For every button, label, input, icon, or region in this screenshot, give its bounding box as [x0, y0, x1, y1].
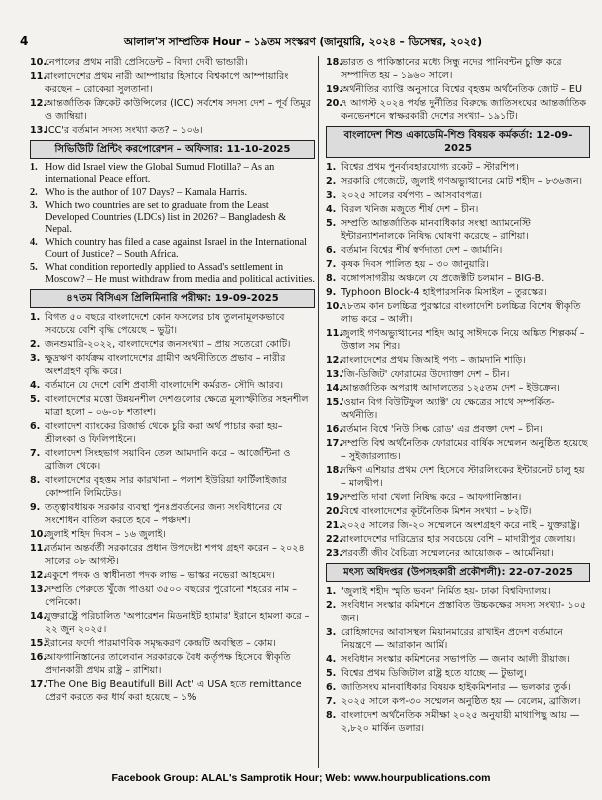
- item-text: বর্তমান অন্তর্বর্তী সরকারের প্রধান উপদেষ্টা শপথ গ্রহণ করেন – ২০২৪ সালের ০৮ আগস্ট।: [45, 543, 305, 567]
- item-number: 7.: [326, 696, 337, 707]
- item-text: ৭৮তম কান চলচ্চিত্র পুরস্কারে বাংলাদেশি চলচ্চিত্র বিশেষ স্বীকৃতি লাভ করে – আলী।: [341, 301, 581, 325]
- item-number: 16.: [30, 652, 47, 663]
- item-text: বর্তমানে যে দেশে বেশি প্রবাসী বাংলাদেশি কর্মরত- সৌদি আরব।: [45, 380, 283, 391]
- list-item: [30, 610, 315, 636]
- item-number: 2.: [30, 187, 38, 198]
- item-number: 1.: [326, 586, 337, 597]
- item-number: 4.: [326, 204, 337, 215]
- list-item: [30, 474, 315, 500]
- item-text: ভারত ও পাকিস্তানের মধ্যে সিন্ধু নদের পানিবন্টন চুক্তি করে সম্পাদিত হয় – ১৯৬০ সালে।: [341, 57, 562, 81]
- item-text: সংবিধান সংস্কার কমিশনের সভাপতি — জনাব আলী রীয়াজ।: [341, 654, 570, 665]
- list-item: [30, 678, 315, 704]
- item-number: 11.: [30, 71, 47, 82]
- column-divider: [318, 56, 319, 768]
- item-text: সংবিধান সংস্কার কমিশনে প্রস্তাবিত উচ্চকক্ষের সদস্য সংখ্যা- ১০৫ জন।: [341, 600, 587, 624]
- item-text: বিরল খনিজ মজুতে শীর্ষ দেশ – চীন।: [341, 204, 479, 215]
- item-text: বাংলাদেশের প্রথম নারী আম্পায়ার হিসাবে বিশ্বকাপে আম্পায়ারিং করছেন – রোকেয়া সুলতানা।: [45, 71, 289, 95]
- item-number: 15.: [326, 397, 343, 408]
- item-number: 3.: [30, 200, 38, 211]
- list-item: [326, 56, 590, 82]
- item-number: 7.: [30, 448, 41, 459]
- item-number: 16.: [326, 424, 343, 435]
- list-item: [326, 585, 590, 598]
- list-item: [326, 599, 590, 625]
- item-number: 2.: [326, 600, 337, 611]
- list-item: [326, 464, 590, 490]
- list-item: [326, 547, 590, 560]
- list-item: [30, 97, 315, 123]
- item-text: Which two countries are set to graduate from the Least Developed Countries (LDCs) list in 2026? – Bangladesh & Nepal.: [45, 200, 287, 235]
- header-title: আলাল'স সাম্প্রতিক Hour – ১৯তম সংস্করণ (জানুয়ারি, ২০২৪ – ডিসেম্বর, ২০২৫): [123, 36, 483, 48]
- item-number: 18.: [326, 57, 343, 68]
- list-item: [326, 203, 590, 216]
- list-item: [326, 161, 590, 174]
- item-text: একুশে পদক ও স্বাধীনতা পদক লাভ – ভাস্কর নভেরা আহমেদ।: [45, 570, 275, 581]
- item-text: How did Israel view the Global Sumud Flotilla? – As an international Peace effort.: [45, 162, 275, 185]
- item-number: 20.: [326, 506, 343, 517]
- list-item: [326, 189, 590, 202]
- list-item: [30, 420, 315, 446]
- item-text: জুলাই শহিদ দিবস – ১৬ জুলাই।: [45, 529, 166, 540]
- item-text: বাংলাদেশের দারিদ্র্যের হার সবচেয়ে বেশি – মাদারীপুর জেলায়।: [341, 534, 576, 545]
- list-item: [30, 393, 315, 419]
- item-number: 20.: [326, 98, 343, 109]
- item-number: 11.: [326, 328, 343, 339]
- item-number: 5.: [30, 262, 38, 273]
- item-text: Who is the author of 107 Days? – Kamala Harris.: [45, 187, 247, 198]
- item-number: 12.: [30, 570, 47, 581]
- item-text: আফগানিস্তানের তালেবান সরকারকে বৈধ কর্তৃপক্ষ হিসেবে স্বীকৃতি প্রদানকারী প্রথম রাষ্ট্র – রাশিয়া।: [45, 652, 291, 676]
- item-text: বাংলাদেশের বৃহত্তম সার কারখানা – পলাশ ইউরিয়া ফার্টিলাইজার কোম্পানি লিমিটেড।: [45, 475, 287, 499]
- list-item: [30, 338, 315, 351]
- item-text: আন্তর্জাতিক অপরাধ আদালতের ১২৫তম দেশ – ইউক্রেন।: [341, 383, 560, 394]
- item-text: ২০২৫ সালের জি-২০ সম্মেলনে অংশগ্রহণ করে নাই – যুক্তরাষ্ট্র।: [341, 520, 580, 531]
- item-number: 6.: [326, 682, 337, 693]
- item-number: 4.: [30, 380, 41, 391]
- list-item: [326, 709, 590, 735]
- section-heading-shishu-academy: বাংলাদেশ শিশু একাডেমি-শিশু বিষয়ক কর্মকর্তা: 12-09-2025: [326, 126, 590, 158]
- item-text: সম্প্রতি আন্তর্জাতিক মানবাধিকার সংস্থা অ্যামনেস্টি ইন্টারন্যাশনালকে নিষিদ্ধ ঘোষণা করেছে – রাশিয়া।: [341, 218, 531, 242]
- item-text: Which country has filed a case against Israel in the International Court of Justice? – South Africa.: [45, 237, 307, 260]
- item-text: ICC'র বর্তমান সদস্য সংখ্যা কত? – ১০৬।: [45, 125, 203, 136]
- item-number: 8.: [326, 273, 337, 284]
- item-number: 2.: [30, 339, 41, 350]
- item-text: 'ওয়ান বিগ বিউটিফুল অ্যাক্ট' যে ক্ষেত্রের সাথে সম্পর্কিত-অর্থনীতি।: [341, 397, 555, 421]
- item-text: বর্তমান বিশ্বের শীর্ষ স্বর্ণদাতা দেশ – জার্মানি।: [341, 245, 503, 256]
- item-text: বাংলাদেশের প্রথম জিআই পণ্য – জামদানি শাড়ি।: [341, 355, 526, 366]
- right-column: [326, 56, 590, 736]
- fisheries-questions-list: [326, 585, 590, 735]
- list-item: [326, 175, 590, 188]
- item-text: What condition reportedly applied to Assad's settlement in Moscow? – He must withdraw from media and political activities.: [45, 262, 315, 285]
- section-heading-47th-bcs: ৪৭তম বিসিএস প্রিলিমিনারি পরীক্ষা: 19-09-2025: [30, 289, 315, 308]
- item-text: জুলাই গণঅভ্যুত্থানের শহিদ আবু সাঈদকে নিয়ে অঙ্কিত শিল্পকর্ম – উত্তাল সম শির।: [341, 328, 585, 352]
- item-number: 18.: [326, 465, 343, 476]
- item-number: 5.: [326, 218, 337, 229]
- item-text: দক্ষিণ এশিয়ার প্রথম দেশ হিসেবে স্টারলিংকের ইন্টারনেট চালু হয় – মালদ্বীপ।: [341, 465, 585, 489]
- list-item: [326, 368, 590, 381]
- list-item: [326, 83, 590, 96]
- list-item: [30, 311, 315, 337]
- item-number: 1.: [30, 162, 38, 173]
- item-text: সম্প্রতি দাবা খেলা নিষিদ্ধ করে – আফগানিস্তান।: [341, 492, 522, 503]
- item-text: বিশ্বে বাংলাদেশের কূটনৈতিক মিশন সংখ্যা – ৮২টি।: [341, 506, 532, 517]
- item-number: 9.: [326, 287, 337, 298]
- item-number: 21.: [326, 520, 343, 531]
- item-text: কৃষক দিবস পালিত হয় – ৩০ জানুয়ারি।: [341, 259, 489, 270]
- item-number: 8.: [326, 710, 337, 721]
- item-number: 14.: [30, 611, 47, 622]
- item-number: 12.: [30, 98, 47, 109]
- item-number: 19.: [326, 492, 343, 503]
- left-column: [30, 56, 315, 705]
- academy-questions-list: [326, 161, 590, 560]
- item-number: 13.: [326, 369, 343, 380]
- list-item: [30, 70, 315, 96]
- list-item: [30, 651, 315, 677]
- list-item: [326, 382, 590, 395]
- list-item: [30, 187, 315, 199]
- item-number: 7.: [326, 259, 337, 270]
- item-number: 19.: [326, 84, 343, 95]
- list-item: [30, 637, 315, 650]
- list-item: [30, 379, 315, 392]
- list-item: [326, 300, 590, 326]
- item-text: যুক্তরাষ্ট্রে পরিচালিত 'অপারেশন মিডনাইট হ্যামার' ইরানে হামলা করে – ২২ জুন ২০২৫।: [45, 611, 310, 635]
- list-item: [326, 272, 590, 285]
- item-text: বিশ্বের প্রথম পুনর্ব্যবহারযোগ্য রকেট – স্টারশিপ।: [341, 162, 519, 173]
- list-item: [30, 528, 315, 541]
- item-number: 4.: [326, 654, 337, 665]
- item-text: সম্প্রতি বিশ্ব অর্থনৈতিক ফোরামের বার্ষিক সম্মেলন অনুষ্ঠিত হয়েছে – সুইজারল্যান্ড।: [341, 438, 588, 462]
- item-number: 9.: [30, 502, 41, 513]
- item-text: বাংলাদেশের মত্তো উন্নয়নশীল দেশগুলোর ক্ষেত্রে মূল্যস্ফীতির সহনশীল মাত্রা হলো – ০৬-০৮ শতাংশ।: [45, 394, 309, 418]
- section-heading-fisheries: মৎস্য অধিদপ্তর (উপসহকারী প্রকৌশলী): 22-07-2025: [326, 563, 590, 582]
- item-number: 17.: [326, 438, 343, 449]
- item-number: 10.: [326, 301, 343, 312]
- item-number: 3.: [326, 190, 337, 201]
- item-text: জনশুমারি-২০২২, বাংলাদেশের জনসংখ্যা – প্রায় সতেরো কোটি।: [45, 339, 291, 350]
- item-number: 5.: [30, 394, 41, 405]
- list-item: [326, 491, 590, 504]
- list-item: [326, 354, 590, 367]
- item-number: 10.: [30, 529, 47, 540]
- item-text: ২০২৫ সালে কপ-৩০ সম্মেলন অনুষ্ঠিত হয় — বেলেম, ব্রাজিল।: [341, 696, 581, 707]
- item-text: ২০২৫ সালের বর্ষপণ্য – আসবাবপত্র।: [341, 190, 483, 201]
- item-text: ইরানের ফর্দো পারমাণবিক সমৃদ্ধকরণ কেন্দ্রটি অবস্থিত – কোম।: [45, 638, 276, 649]
- item-text: বাংলাদেশ সিংহভাগ সয়াবিন তেল আমদানি করে – আর্জেন্টিনা ও ব্রাজিল থেকে।: [45, 448, 291, 472]
- list-item: [30, 501, 315, 527]
- list-item: [30, 124, 315, 137]
- page-number: 4: [20, 34, 29, 48]
- list-item: [326, 437, 590, 463]
- item-text: ক্ষুদ্রঋণ কার্যক্রম বাংলাদেশের গ্রামীণ অর্থনীতিতে প্রভাব – নারীর অংশগ্রহণ বৃদ্ধি করে।: [45, 353, 286, 377]
- list-item: [326, 327, 590, 353]
- item-number: 12.: [326, 355, 343, 366]
- list-item: [326, 258, 590, 271]
- list-item: [30, 352, 315, 378]
- item-text: বিগত ৫০ বছরে বাংলাদেশে কোন ফসলের চাষ তুলনামূলকভাবে সবচেয়ে বেশি বৃদ্ধি পেয়েছে – ভুট্টা।: [45, 312, 285, 336]
- list-item: [30, 569, 315, 582]
- item-number: 15.: [30, 638, 47, 649]
- item-text: বিশ্বের প্রথম ডিজিটাল রাষ্ট্র হতে যাচ্ছে — টুভালু।: [341, 668, 527, 679]
- item-text: বঙ্গোপসাগরীয় অঞ্চলে যে প্রজেক্টটি চলমান – BIG-B.: [341, 273, 545, 284]
- list-item: [326, 244, 590, 257]
- list-item: [326, 423, 590, 436]
- section-heading-security-printing: সিভিউিটি প্রিন্টিং করপোরেশন – অফিসার: 11-10-2025: [30, 140, 315, 159]
- item-text: আন্তর্জাতিক ক্রিকেট কাউন্সিলের (ICC) সর্বশেষ সদস্য দেশ – পূর্ব তিমুর ও জাম্বিয়া।: [45, 98, 311, 122]
- item-text: জাতিসংঘ মানবাধিকার বিষয়ক হাইকমিশনার — ভলকার তুর্ক।: [341, 682, 571, 693]
- item-text: Typhoon Block-4 হাইপারসনিক মিসাইল – তুরস্কের।: [341, 287, 547, 298]
- item-text: বাংলাদেশ ব্যাংকের রিজার্ভ থেকে চুরি করা অর্থ পাচার করা হয়– শ্রীলংকা ও ফিলিপাইনে।: [45, 421, 283, 445]
- item-number: 14.: [326, 383, 343, 394]
- item-text: নেপালের প্রথম নারী প্রেসিডেন্ট – বিদ্যা দেবী ভান্ডারী।: [45, 57, 248, 68]
- bcs-questions-list: [30, 311, 315, 704]
- item-number: 5.: [326, 668, 337, 679]
- list-item: [326, 217, 590, 243]
- item-number: 2.: [326, 176, 337, 187]
- item-text: 'জুলাই শহীদ স্মৃতি ভবন' নির্মিত হয়- ঢাকা বিশ্ববিদ্যালয়।: [341, 586, 551, 597]
- list-item: [30, 162, 315, 186]
- item-number: 23.: [326, 548, 343, 559]
- item-text: সম্প্রতি পেরুতে খুঁজে পাওয়া ৩৫০০ বছরের পুরোনো শহরের নাম – পেনিকো।: [45, 584, 297, 608]
- list-item: [326, 626, 590, 652]
- item-text: ৭ আগস্ট ২০২৪ পর্যন্ত দুর্নীতির বিরুদ্ধে জাতিসংঘের আন্তর্জাতিক কনভেনশনে স্বাক্ষরকারী দেশের সংখ্যা– ১৯১টি।: [341, 98, 587, 122]
- list-item: [326, 695, 590, 708]
- item-number: 1.: [326, 162, 337, 173]
- list-item: [326, 653, 590, 666]
- item-number: 13.: [30, 125, 47, 136]
- item-number: 3.: [30, 353, 41, 364]
- item-text: 'জি-ডিজিট' ফোরামের উদ্যোক্তা দেশ – চীন।: [341, 369, 510, 380]
- item-number: 1.: [30, 312, 41, 323]
- left-top-list: [30, 56, 315, 137]
- item-text: অর্থনীতির ব্যাপ্তি অনুসারে বিশ্বের বৃহত্তম অর্থনৈতিক জোট – EU: [341, 84, 582, 95]
- item-number: 11.: [30, 543, 47, 554]
- list-item: [326, 396, 590, 422]
- item-number: 22.: [326, 534, 343, 545]
- item-number: 10.: [30, 57, 47, 68]
- item-text: তত্ত্বাবধায়ক সরকার ব্যবস্থা পুনঃপ্রবর্তনের জন্য সংবিধানের যে সংশোধন বাতিল করতে হবে – পঞ্চদশ।: [45, 502, 283, 526]
- item-text: পরবর্তী জীব বৈচিত্র্য সম্মেলনের আয়োজক – আর্মেনিয়া।: [341, 548, 554, 559]
- list-item: [326, 533, 590, 546]
- page-header: [18, 32, 588, 52]
- item-text: বাংলাদেশ অর্থনৈতিক সমীক্ষা ২০২৫ অনুযায়ী মাথাপিছু আয় — ২,৮২০ মার্কিন ডলার।: [341, 710, 580, 734]
- list-item: [326, 286, 590, 299]
- list-item: [326, 97, 590, 123]
- item-text: রোহিঙ্গাদের আবাসস্থল মিয়ানমারের রাখাইন প্রদেশ বর্তমানে নিয়ন্ত্রণে — আরাকান আর্মি।: [341, 627, 564, 651]
- list-item: [30, 200, 315, 236]
- list-item: [30, 447, 315, 473]
- list-item: [30, 262, 315, 286]
- page-footer: Facebook Group: ALAL's Samprotik Hour; Web: www.hourpublications.com: [111, 772, 491, 784]
- list-item: [30, 542, 315, 568]
- item-text: 'The One Big Beautifull Bill Act' এ USA হতে remittance প্রেরণ করতে কর ধার্য করা হয়েছে – ১%: [45, 679, 302, 703]
- item-text: বর্তমান বিশ্বে 'নিউ সিল্ক রোড' এর প্রবক্তা দেশ – চীন।: [341, 424, 543, 435]
- item-number: 6.: [326, 245, 337, 256]
- item-number: 17.: [30, 679, 47, 690]
- list-item: [326, 667, 590, 680]
- list-item: [326, 681, 590, 694]
- item-number: 8.: [30, 475, 41, 486]
- item-text: সরকারি গেজেটে, জুলাই গণঅভ্যুত্থানের মোট শহীদ – ৮৩৬জন।: [341, 176, 583, 187]
- item-number: 3.: [326, 627, 337, 638]
- list-item: [326, 505, 590, 518]
- list-item: [30, 237, 315, 261]
- list-item: [30, 583, 315, 609]
- right-top-list: [326, 56, 590, 123]
- item-number: 13.: [30, 584, 47, 595]
- item-number: 6.: [30, 421, 41, 432]
- list-item: [30, 56, 315, 69]
- list-item: [326, 519, 590, 532]
- item-number: 4.: [30, 237, 38, 248]
- english-questions-list: [30, 162, 315, 286]
